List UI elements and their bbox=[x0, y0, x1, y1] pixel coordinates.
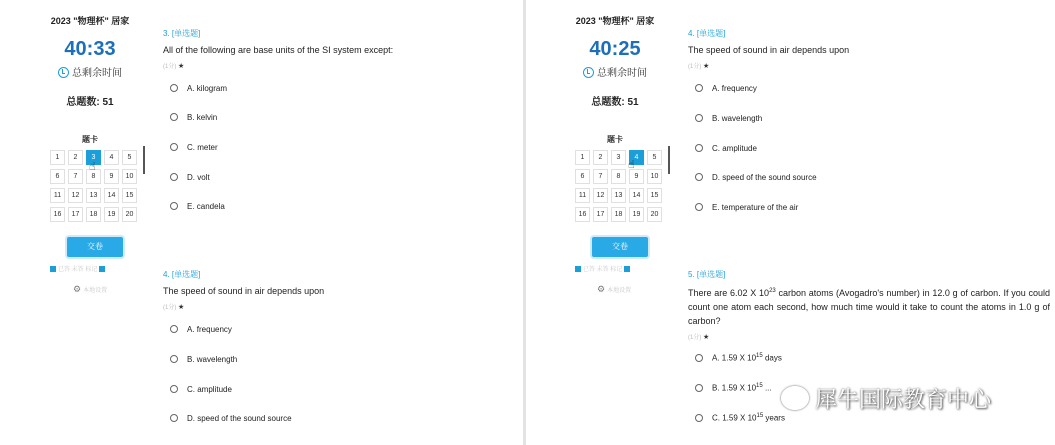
hand-cursor-icon: ☝ bbox=[89, 161, 96, 173]
question-number-cell-current[interactable]: 4 bbox=[629, 150, 644, 165]
question-number-cell[interactable]: 6 bbox=[50, 169, 65, 184]
option-d[interactable]: D. speed of the sound source bbox=[695, 173, 817, 182]
wechat-icon bbox=[781, 386, 809, 410]
option-a[interactable]: A. frequency bbox=[695, 84, 757, 93]
radio-button[interactable] bbox=[170, 113, 178, 121]
question-number-cell[interactable]: 15 bbox=[647, 188, 662, 203]
radio-button[interactable] bbox=[695, 414, 703, 422]
question-number-cell-current[interactable]: 3 bbox=[86, 150, 101, 165]
option-b[interactable]: B. wavelength bbox=[695, 114, 762, 123]
question-number-cell[interactable]: 1 bbox=[50, 150, 65, 165]
total-questions: 总题数: 51 bbox=[66, 97, 114, 108]
exam-title: 2023 "物理杯" 居家 bbox=[50, 16, 130, 26]
option-a[interactable]: A. frequency bbox=[170, 325, 232, 334]
question-score: (1分) ★ bbox=[688, 63, 710, 70]
option-a[interactable]: A. 1.59 X $10^{15}$ days bbox=[695, 353, 782, 363]
star-icon: ★ bbox=[178, 63, 185, 70]
option-c[interactable]: C. meter bbox=[170, 143, 218, 152]
local-settings-link[interactable]: ⚙ 本地设置 bbox=[597, 284, 632, 294]
question-block bbox=[688, 269, 1050, 341]
question-number-cell[interactable]: 5 bbox=[122, 150, 137, 165]
question-number-cell[interactable]: 14 bbox=[104, 188, 119, 203]
option-d[interactable]: D. volt bbox=[170, 173, 210, 182]
alarm-clock-icon bbox=[583, 67, 594, 78]
radio-button[interactable] bbox=[695, 203, 703, 211]
question-number-cell[interactable]: 12 bbox=[593, 188, 608, 203]
radio-button[interactable] bbox=[170, 414, 178, 422]
submit-exam-button[interactable]: 交卷 bbox=[67, 237, 123, 257]
radio-button[interactable] bbox=[695, 144, 703, 152]
option-b[interactable]: B. kelvin bbox=[170, 113, 217, 122]
question-number-cell[interactable]: 11 bbox=[575, 188, 590, 203]
option-b[interactable]: B. 1.59 X $10^{15}$ ... bbox=[695, 383, 772, 393]
countdown-timer: 40:25 bbox=[589, 38, 641, 60]
radio-button[interactable] bbox=[170, 173, 178, 181]
radio-button[interactable] bbox=[695, 384, 703, 392]
answer-card-scrollbar[interactable] bbox=[143, 146, 145, 174]
answered-marker-icon bbox=[575, 266, 581, 272]
question-text: All of the following are base units of the SI system except: bbox=[163, 45, 394, 55]
question-number-cell[interactable]: 2 bbox=[593, 150, 608, 165]
question-number-cell[interactable]: 7 bbox=[593, 169, 608, 184]
question-number-cell[interactable]: 10 bbox=[122, 169, 137, 184]
question-text: There are 6.02 X $10^{23}$ carbon atoms (Avogadro's number) in 12.0 g of carbon. If you could count one atom each second, how much time would it take to count the atoms in 1.0 g of carbon? bbox=[688, 288, 1050, 326]
answer-card-title: 题卡 bbox=[607, 135, 623, 144]
question-number-cell[interactable]: 2 bbox=[68, 150, 83, 165]
question-text: The speed of sound in air depends upon bbox=[688, 45, 850, 55]
question-number-cell[interactable]: 4 bbox=[104, 150, 119, 165]
option-c[interactable]: C. 1.59 X $10^{15}$ years bbox=[695, 413, 785, 423]
question-type-label: 5. [单选题] bbox=[688, 270, 726, 279]
flagged-marker-icon bbox=[99, 266, 105, 272]
question-number-cell[interactable]: 16 bbox=[50, 207, 65, 222]
question-number-cell[interactable]: 5 bbox=[647, 150, 662, 165]
question-number-cell[interactable]: 9 bbox=[104, 169, 119, 184]
question-number-cell[interactable]: 20 bbox=[647, 207, 662, 222]
question-type-label: 3. [单选题] bbox=[163, 29, 201, 38]
question-number-cell[interactable]: 15 bbox=[122, 188, 137, 203]
option-a[interactable]: A. kilogram bbox=[170, 84, 227, 93]
question-number-cell[interactable]: 19 bbox=[104, 207, 119, 222]
answer-card-title: 题卡 bbox=[82, 135, 98, 144]
answer-legend: 已答 未答 标记 bbox=[573, 264, 632, 273]
radio-button[interactable] bbox=[170, 325, 178, 333]
option-b[interactable]: B. wavelength bbox=[170, 355, 237, 364]
question-number-cell[interactable]: 6 bbox=[575, 169, 590, 184]
hand-cursor-icon: ☝ bbox=[628, 159, 635, 171]
answered-marker-icon bbox=[50, 266, 56, 272]
question-number-cell[interactable]: 11 bbox=[50, 188, 65, 203]
question-number-cell[interactable]: 14 bbox=[629, 188, 644, 203]
radio-button[interactable] bbox=[170, 355, 178, 363]
question-number-cell[interactable]: 20 bbox=[122, 207, 137, 222]
radio-button[interactable] bbox=[695, 354, 703, 362]
question-number-cell[interactable]: 18 bbox=[86, 207, 101, 222]
question-number-cell[interactable]: 10 bbox=[647, 169, 662, 184]
question-number-cell[interactable]: 13 bbox=[86, 188, 101, 203]
gear-icon: ⚙ bbox=[73, 284, 82, 294]
option-c[interactable]: C. amplitude bbox=[695, 144, 757, 153]
question-type-label: 4. [单选题] bbox=[688, 29, 726, 38]
left-exam-panel bbox=[0, 0, 523, 445]
question-block bbox=[688, 28, 1048, 70]
radio-button[interactable] bbox=[170, 84, 178, 92]
answer-card-scrollbar[interactable] bbox=[668, 146, 670, 174]
submit-exam-button[interactable]: 交卷 bbox=[592, 237, 648, 257]
option-e[interactable]: E. candela bbox=[170, 202, 225, 211]
question-score: (1分) ★ bbox=[688, 334, 710, 341]
remaining-time-label: 总剩余时间 bbox=[545, 64, 685, 79]
question-block bbox=[163, 269, 513, 311]
question-number-cell[interactable]: 7 bbox=[68, 169, 83, 184]
question-number-cell[interactable]: 8 bbox=[86, 169, 101, 184]
question-score: (1分) ★ bbox=[163, 63, 185, 70]
alarm-clock-icon bbox=[58, 67, 69, 78]
question-block bbox=[163, 28, 513, 70]
question-number-cell[interactable]: 17 bbox=[593, 207, 608, 222]
radio-button[interactable] bbox=[170, 385, 178, 393]
question-type-label: 4. [单选题] bbox=[163, 270, 201, 279]
star-icon: ★ bbox=[178, 304, 185, 311]
watermark: 犀牛国际教育中心 bbox=[781, 383, 991, 414]
question-number-cell[interactable]: 17 bbox=[68, 207, 83, 222]
option-e[interactable]: E. temperature of the air bbox=[695, 203, 798, 212]
star-icon: ★ bbox=[703, 334, 710, 341]
remaining-time-label: 总剩余时间 bbox=[20, 64, 160, 79]
radio-button[interactable] bbox=[170, 143, 178, 151]
option-c[interactable]: C. amplitude bbox=[170, 385, 232, 394]
question-number-cell[interactable]: 8 bbox=[611, 169, 626, 184]
question-number-cell[interactable]: 18 bbox=[611, 207, 626, 222]
gear-icon: ⚙ bbox=[597, 284, 606, 294]
question-number-cell[interactable]: 12 bbox=[68, 188, 83, 203]
flagged-marker-icon bbox=[624, 266, 630, 272]
exam-title: 2023 "物理杯" 居家 bbox=[575, 16, 655, 26]
panel-divider bbox=[523, 0, 526, 445]
answer-legend: 已答 未答 标记 bbox=[48, 264, 107, 273]
local-settings-link[interactable]: ⚙ 本地设置 bbox=[73, 284, 108, 294]
question-number-cell[interactable]: 3 bbox=[611, 150, 626, 165]
question-text: The speed of sound in air depends upon bbox=[163, 286, 325, 296]
question-number-cell[interactable]: 1 bbox=[575, 150, 590, 165]
radio-button[interactable] bbox=[695, 173, 703, 181]
question-number-cell[interactable]: 16 bbox=[575, 207, 590, 222]
question-score: (1分) ★ bbox=[163, 304, 185, 311]
radio-button[interactable] bbox=[695, 84, 703, 92]
countdown-timer: 40:33 bbox=[64, 38, 116, 60]
question-number-cell[interactable]: 9 bbox=[629, 169, 644, 184]
question-number-cell[interactable]: 19 bbox=[629, 207, 644, 222]
option-d[interactable]: D. speed of the sound source bbox=[170, 414, 292, 423]
right-exam-panel bbox=[527, 0, 1055, 445]
star-icon: ★ bbox=[703, 63, 710, 70]
total-questions: 总题数: 51 bbox=[591, 97, 639, 108]
radio-button[interactable] bbox=[170, 202, 178, 210]
question-number-cell[interactable]: 13 bbox=[611, 188, 626, 203]
answer-card-grid bbox=[575, 150, 662, 222]
radio-button[interactable] bbox=[695, 114, 703, 122]
